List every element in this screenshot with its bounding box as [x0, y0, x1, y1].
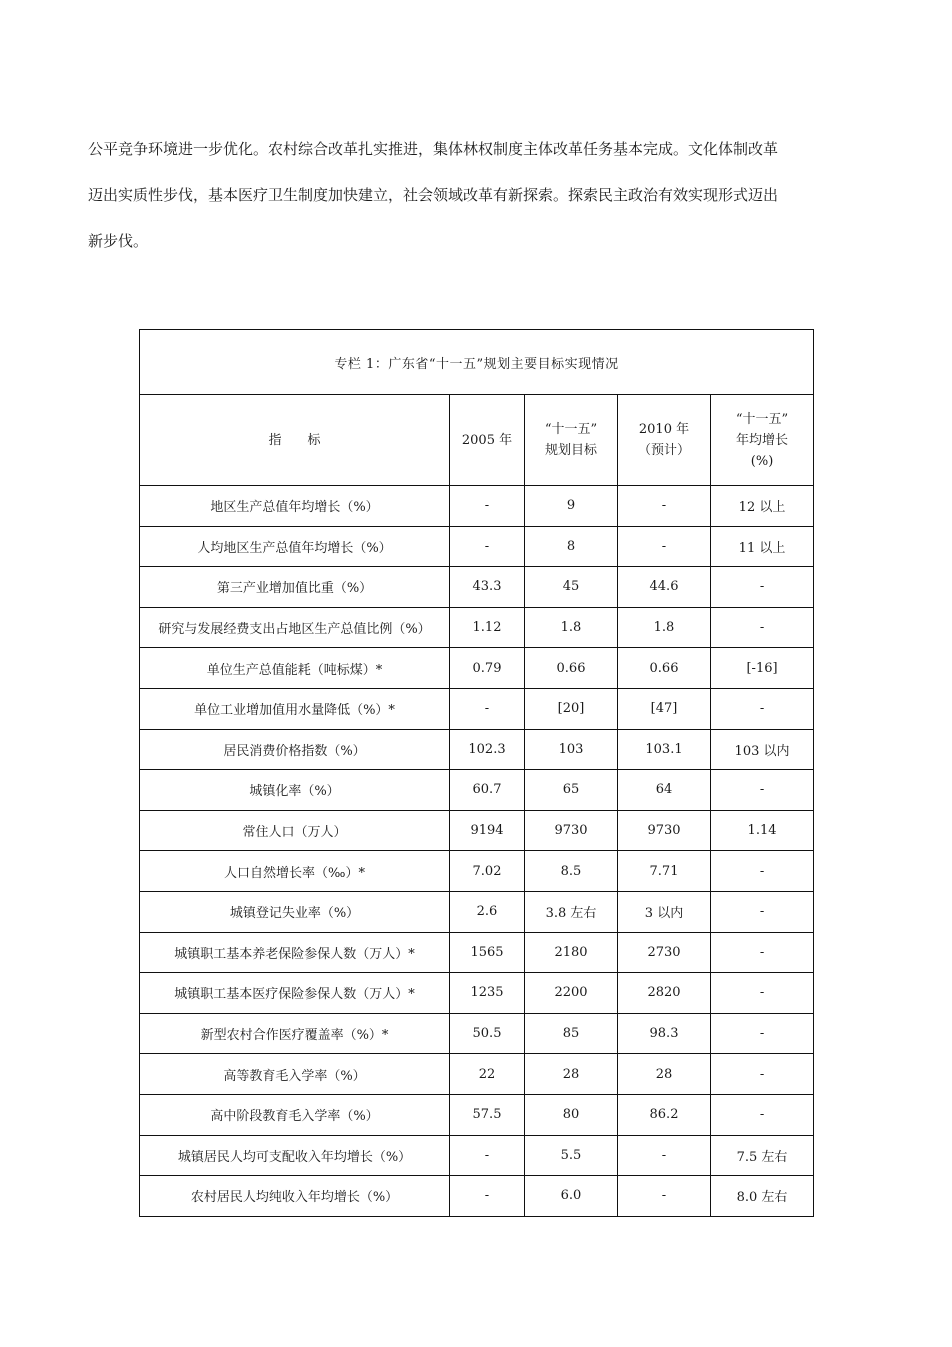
annual-growth-cell: 103 以内	[711, 729, 814, 770]
value-2005-cell: 2.6	[450, 891, 525, 932]
value-2005-cell: 1235	[450, 973, 525, 1014]
header-plan-target	[525, 395, 618, 486]
indicator-cell: 单位工业增加值用水量降低（%）*	[140, 688, 450, 729]
value-2005-cell: -	[450, 486, 525, 527]
plan-target-cell: [20]	[525, 688, 618, 729]
header-plan-line1: “十一五”	[544, 422, 598, 437]
plan-target-cell: 0.66	[525, 648, 618, 689]
table-row	[140, 688, 814, 729]
plan-target-cell: 65	[525, 770, 618, 811]
plan-target-cell: 8	[525, 526, 618, 567]
value-2005-cell: -	[450, 1135, 525, 1176]
header-2010-line1: 2010 年	[638, 422, 690, 437]
table-row	[140, 851, 814, 892]
annual-growth-cell: 12 以上	[711, 486, 814, 527]
targets-table	[139, 329, 814, 1217]
annual-growth-cell: 7.5 左右	[711, 1135, 814, 1176]
table-row	[140, 1054, 814, 1095]
plan-target-cell: 3.8 左右	[525, 891, 618, 932]
value-2005-cell: 22	[450, 1054, 525, 1095]
plan-target-cell: 2180	[525, 932, 618, 973]
header-plan-line2: 规划目标	[544, 443, 597, 458]
table-row	[140, 973, 814, 1014]
value-2010-cell: 44.6	[618, 567, 711, 608]
indicator-cell: 城镇登记失业率（%）	[140, 891, 450, 932]
table-row	[140, 567, 814, 608]
value-2005-cell: 0.79	[450, 648, 525, 689]
header-2005: 2005 年	[450, 395, 525, 486]
value-2005-cell: 43.3	[450, 567, 525, 608]
value-2010-cell: -	[618, 526, 711, 567]
value-2010-cell: 103.1	[618, 729, 711, 770]
value-2010-cell: 7.71	[618, 851, 711, 892]
indicator-cell: 居民消费价格指数（%）	[140, 729, 450, 770]
value-2005-cell: -	[450, 688, 525, 729]
plan-target-cell: 2200	[525, 973, 618, 1014]
annual-growth-cell: -	[711, 851, 814, 892]
plan-target-cell: 9730	[525, 810, 618, 851]
value-2010-cell: 64	[618, 770, 711, 811]
indicator-cell: 城镇职工基本医疗保险参保人数（万人）*	[140, 973, 450, 1014]
annual-growth-cell: -	[711, 1094, 814, 1135]
table-row	[140, 1135, 814, 1176]
indicator-cell: 高中阶段教育毛入学率（%）	[140, 1094, 450, 1135]
table-row	[140, 1094, 814, 1135]
plan-target-cell: 8.5	[525, 851, 618, 892]
header-growth-line1: “十一五”	[735, 411, 789, 427]
value-2010-cell: -	[618, 1176, 711, 1217]
indicator-cell: 高等教育毛入学率（%）	[140, 1054, 450, 1095]
annual-growth-cell: -	[711, 688, 814, 729]
table-row	[140, 526, 814, 567]
value-2010-cell: 2820	[618, 973, 711, 1014]
annual-growth-cell: -	[711, 973, 814, 1014]
header-2010	[618, 395, 711, 486]
paragraph-line: 公平竞争环境进一步优化。农村综合改革扎实推进，集体林权制度主体改革任务基本完成。文化体制改革	[88, 140, 779, 158]
plan-target-cell: 6.0	[525, 1176, 618, 1217]
indicator-cell: 城镇职工基本养老保险参保人数（万人）*	[140, 932, 450, 973]
table-row	[140, 932, 814, 973]
indicator-cell: 常住人口（万人）	[140, 810, 450, 851]
indicator-cell: 单位生产总值能耗（吨标煤）*	[140, 648, 450, 689]
plan-target-cell: 1.8	[525, 607, 618, 648]
value-2005-cell: -	[450, 526, 525, 567]
header-indicator: 指 标	[140, 395, 450, 486]
annual-growth-cell: 11 以上	[711, 526, 814, 567]
table-row	[140, 891, 814, 932]
header-growth-line2: 年均增长	[736, 432, 789, 448]
table-row	[140, 1013, 814, 1054]
table-row	[140, 648, 814, 689]
table-header-row	[140, 395, 814, 486]
indicator-cell: 第三产业增加值比重（%）	[140, 567, 450, 608]
paragraph-line: 新步伐。	[88, 232, 149, 250]
value-2005-cell: 9194	[450, 810, 525, 851]
value-2010-cell: 28	[618, 1054, 711, 1095]
indicator-cell: 研究与发展经费支出占地区生产总值比例（%）	[140, 607, 450, 648]
value-2010-cell: [47]	[618, 688, 711, 729]
value-2010-cell: -	[618, 486, 711, 527]
paragraph-line: 迈出实质性步伐，基本医疗卫生制度加快建立，社会领域改革有新探索。探索民主政治有效实现形式迈出	[88, 186, 779, 204]
indicator-cell: 地区生产总值年均增长（%）	[140, 486, 450, 527]
plan-target-cell: 9	[525, 486, 618, 527]
annual-growth-cell: -	[711, 891, 814, 932]
indicator-cell: 农村居民人均纯收入年均增长（%）	[140, 1176, 450, 1217]
value-2005-cell: 102.3	[450, 729, 525, 770]
annual-growth-cell: 1.14	[711, 810, 814, 851]
plan-target-cell: 45	[525, 567, 618, 608]
value-2005-cell: 50.5	[450, 1013, 525, 1054]
plan-target-cell: 103	[525, 729, 618, 770]
value-2010-cell: 1.8	[618, 607, 711, 648]
table-row	[140, 486, 814, 527]
value-2010-cell: 86.2	[618, 1094, 711, 1135]
header-annual-growth	[711, 395, 814, 486]
value-2010-cell: 0.66	[618, 648, 711, 689]
header-2010-line2: （预计）	[637, 443, 690, 458]
plan-target-cell: 85	[525, 1013, 618, 1054]
value-2010-cell: 9730	[618, 810, 711, 851]
value-2010-cell: 3 以内	[618, 891, 711, 932]
table-row	[140, 770, 814, 811]
indicator-cell: 人均地区生产总值年均增长（%）	[140, 526, 450, 567]
indicator-cell: 新型农村合作医疗覆盖率（%）*	[140, 1013, 450, 1054]
value-2010-cell: 98.3	[618, 1013, 711, 1054]
table-title: 专栏 1：广东省“十一五”规划主要目标实现情况	[140, 330, 814, 395]
indicator-cell: 人口自然增长率（‰）*	[140, 851, 450, 892]
annual-growth-cell: -	[711, 567, 814, 608]
annual-growth-cell: 8.0 左右	[711, 1176, 814, 1217]
table-row	[140, 607, 814, 648]
plan-target-cell: 28	[525, 1054, 618, 1095]
header-growth-line3: (%)	[750, 453, 774, 469]
annual-growth-cell: -	[711, 1054, 814, 1095]
indicator-cell: 城镇化率（%）	[140, 770, 450, 811]
annual-growth-cell: -	[711, 770, 814, 811]
plan-target-cell: 5.5	[525, 1135, 618, 1176]
value-2005-cell: -	[450, 1176, 525, 1217]
annual-growth-cell: -	[711, 1013, 814, 1054]
value-2005-cell: 7.02	[450, 851, 525, 892]
plan-target-cell: 80	[525, 1094, 618, 1135]
table-row	[140, 810, 814, 851]
annual-growth-cell: -	[711, 932, 814, 973]
value-2005-cell: 1565	[450, 932, 525, 973]
table-row	[140, 729, 814, 770]
value-2005-cell: 60.7	[450, 770, 525, 811]
value-2010-cell: 2730	[618, 932, 711, 973]
value-2005-cell: 57.5	[450, 1094, 525, 1135]
value-2010-cell: -	[618, 1135, 711, 1176]
annual-growth-cell: -	[711, 607, 814, 648]
indicator-cell: 城镇居民人均可支配收入年均增长（%）	[140, 1135, 450, 1176]
annual-growth-cell: [-16]	[711, 648, 814, 689]
table-row	[140, 1176, 814, 1217]
body-paragraph	[88, 126, 864, 264]
value-2005-cell: 1.12	[450, 607, 525, 648]
